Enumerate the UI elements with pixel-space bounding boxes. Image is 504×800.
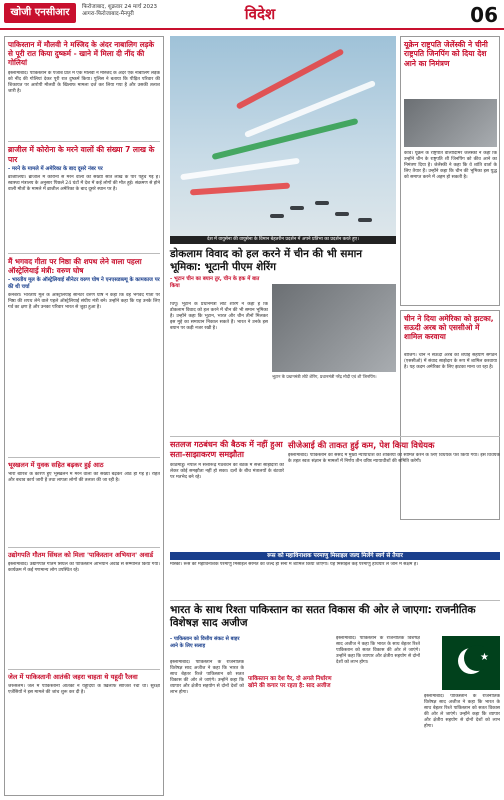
- page-number: 06: [470, 3, 498, 27]
- story-jail-headline: जेल में पाकिस्तानी आतंकी जहरा चाहता थे यहूदी रैलवा: [8, 673, 138, 681]
- left-column: [4, 36, 164, 796]
- story-landslide-headline: भूस्खलन में युवक सहित बढ़कर हुई आठ: [8, 461, 104, 469]
- story-saad-aziz-body: इस्लामाबाद। पाकिस्तान के राजनीतिक विशेषज्ञ साद अजीज ने कहा कि भारत के साथ बेहतर रिश्ते पाकिस्तान को सतत विकास की ओर ले जाएंगे। उन्होंने कहा कि व्यापार और क्षेत्रीय सहयोग से दोनों देशों को लाभ होगा।: [170, 660, 244, 695]
- story-award-headline: उद्योगपति गौतम सिंघल को मिला 'पाकिस्तान अभियान' अवार्ड: [8, 551, 154, 559]
- story-pakistan-cleric-body: इस्लामाबाद। पाकिस्तान के पंजाब प्रांत में एक मौलवी ने मस्जिद के अंदर एक नाबालिग लड़के को नींद की गोलियां देकर पूरी रात दुष्कर्म किया। पुलिस ने बताया कि पीड़ित परिवार की शिकायत पर आरोपी मौलवी के खिलाफ मामला दर्ज कर लिया गया है और उसकी तलाश जारी है।: [8, 70, 160, 94]
- story-zelensky-headline: यूक्रेन राष्ट्रपति जेलेंस्की ने चीनी राष्ट्रपति जिनपिंग को दिया देश आने का निमंत्रण: [404, 40, 488, 68]
- divider: [8, 457, 160, 458]
- story-saad-aziz-body-right: इस्लामाबाद। पाकिस्तान के राजनीतिक विशेषज्ञ साद अजीज ने कहा कि भारत के साथ बेहतर रिश्ते पाकिस्तान को सतत विकास की ओर ले जाएंगे। उन्होंने कहा कि व्यापार और क्षेत्रीय सहयोग से दोनों देशों को लाभ होगा।: [424, 694, 500, 729]
- divider: [8, 669, 160, 670]
- zelensky-xi-photo: [404, 99, 497, 147]
- jet-icon: [290, 206, 304, 210]
- pakistan-flag-image: [424, 636, 500, 690]
- divider: [170, 600, 500, 601]
- story-varun-ghosh-headline: मैं भगवद गीता पर निष्ठा की शपथ लेने वाला पहला ऑस्ट्रेलियाई मंत्री: वरुण घोष: [8, 257, 142, 276]
- story-cji: [288, 440, 500, 543]
- masthead: [0, 0, 504, 30]
- edition-line: आगरा-फिरोजाबाद-मैनपुरी: [82, 11, 134, 17]
- main-story-body: थिंपू। भूटान के प्रधानमंत्री लोटे शेरिंग ने कहा है कि डोकलाम विवाद को हल करने में चीन की भी समान भूमिका है। उन्होंने कहा कि भूटान, भारत और चीन तीनों मिलकर इस मुद्दे का समाधान निकाल सकते हैं। भारत ने उनके इस बयान पर कड़ी नजर रखी है।: [170, 302, 268, 331]
- main-headline: डोकलाम विवाद को हल करने में चीन की भी समान भूमिका: भूटानी पीएम शेरिंग: [170, 248, 363, 273]
- divider: [8, 141, 160, 142]
- main-subhead: - भूटान चीन का बयान तुर, चीन के हक में बात किया: [170, 276, 260, 290]
- flag-white-band: [424, 636, 442, 690]
- story-saudi-sco-body: बीजिंग। चीन ने सऊदी अरब को शंघाई सहयोग संगठन (एससीओ) में संवाद साझेदार के रूप में शामिल करवाया है। यह कदम अमेरिका के लिए झटका माना जा रहा है।: [404, 353, 497, 370]
- story-satluj: [170, 440, 284, 551]
- russia-missile-banner: [170, 552, 500, 558]
- story-award-body: इस्लामाबाद। उद्योगपति गौतम सिंघल को पाकिस्तान अभियान अवार्ड से सम्मानित किया गया। कार्यक्रम में कई गणमान्य लोग उपस्थित रहे।: [8, 561, 160, 573]
- story-satluj-body: काठमांडू। नेपाल में सत्तारूढ़ गठबंधन की बैठक में सत्ता साझेदारी को लेकर कोई समझौता नहीं हो सका। दलों के बीच मंत्रालयों के बंटवारे पर मतभेद बने रहे।: [170, 463, 284, 480]
- story-zelensky-body: कीव। यूक्रेन के राष्ट्रपति वोलोदिमिर जेलेंस्की ने कहा कि उन्होंने चीन के राष्ट्रपति शी जिनपिंग को कीव आने का निमंत्रण दिया है। जेलेंस्की ने कहा कि वे शांति वार्ता के लिए तैयार हैं। उन्होंने कहा कि चीन की भूमिका इस युद्ध को समाप्त करने में अहम हो सकती है।: [404, 151, 497, 180]
- jet-icon: [270, 214, 284, 218]
- story-brazil-subhead: - मरने के मामले में अमेरिका के बाद दूसरे नंबर पर: [8, 166, 103, 172]
- airshow-caption: देश में वायुसेना की वायुसेना के विमान बेहतरीन प्रदर्शन में अपने प्रतिभा का प्रदर्शन करते हुए।: [170, 236, 396, 244]
- jet-icon: [315, 201, 329, 205]
- divider: [8, 547, 160, 548]
- star-icon: ★: [480, 652, 489, 663]
- story-saad-aziz-body-continued: इस्लामाबाद। पाकिस्तान के राजनीतिक विशेषज्ञ साद अजीज ने कहा कि भारत के साथ बेहतर रिश्ते पाकिस्तान को सतत विकास की ओर ले जाएंगे। उन्होंने कहा कि व्यापार और क्षेत्रीय सहयोग से दोनों देशों को लाभ होगा।: [336, 636, 420, 665]
- leaders-photo: [272, 284, 396, 372]
- leaders-photo-caption: भूटान के प्रधानमंत्री लोटे शेरिंग, प्रधानमंत्री नरेंद्र मोदी एवं शी जिनपिंग।: [272, 374, 377, 379]
- story-brazil-body: ब्राजीलिया। ब्राजील में कोरोना से मरने वालों की संख्या सात लाख के पार पहुंच गई है। स्वास्थ्य मंत्रालय के अनुसार पिछले 24 घंटों में देश में कई लोगों की मौत हुई। संक्रमण से होने वाली मौतों के मामले में ब्राजील अमेरिका के बाद दूसरे स्थान पर है।: [8, 175, 160, 192]
- divider: [170, 436, 500, 437]
- story-landslide-body: भारी बारिश के कारण हुए भूस्खलन में मरने वालों की संख्या बढ़कर आठ हो गई है। राहत और बचाव कार्य जारी है तथा लापता लोगों की तलाश की जा रही है।: [8, 471, 160, 483]
- newspaper-logo: खोजी एनसीआर: [4, 3, 76, 23]
- banner-title: रूस को महाविनाशक परमाणु मिसाइल जल्द मिलेंगे स्वर्ग से तैयार: [170, 552, 500, 560]
- section-title: विदेश: [244, 5, 276, 23]
- story-jail-body: जेरुसलम। जेल में पाकिस्तानी आतंकी ने यहूदियों के खिलाफ साजिश रची थी। सुरक्षा एजेंसियों ने इस मामले की जांच शुरू कर दी है।: [8, 683, 160, 695]
- date-line: [82, 4, 222, 18]
- banner-body: मॉस्को। रूस की महाविनाशक परमाणु मिसाइल सरमत को जल्द ही सेना में शामिल किया जाएगा। यह मिसाइल कई परमाणु हथियार ले जाने में सक्षम है।: [170, 562, 419, 567]
- story-cji-body: इस्लामाबाद। पाकिस्तान की संसद में मुख्य न्यायाधीश की शक्तियों को सीमित करने के लिए विधेयक पेश किया गया। इस विधेयक के तहत स्वतः संज्ञान के मामलों में निर्णय तीन वरिष्ठ न्यायाधीशों की समिति करेगी।: [288, 453, 500, 465]
- story-pakistan-cleric-headline: पाकिस्तान में मौलवी ने मस्जिद के अंदर नाबालिग लड़के से पूरी रात किया दुष्कर्म - खाने में मिला दी नींद की गोलियां: [8, 40, 155, 68]
- story-saad-aziz: [170, 604, 500, 630]
- story-cji-headline: सीजेआई की ताकत हुई कम, पेश किया विधेयक: [288, 440, 435, 450]
- story-varun-ghosh-subhead: - भारतीय मूल के ऑस्ट्रेलियाई सीनेटर वरुण घोष ने एनएसडब्ल्यू के कामकाज पर की थी चर्चा: [8, 277, 160, 291]
- green-smoke-trail: [212, 118, 359, 160]
- jet-icon: [358, 218, 372, 222]
- right-column: [400, 36, 500, 306]
- story-saudi-sco-headline: चीन ने दिया अमेरिका को झटका, सऊदी अरब को एससीओ में शामिल करवाया: [404, 314, 494, 342]
- story-brazil-headline: ब्राजील में कोरोना के मरने वालों की संख्या 7 लाख के पार: [8, 145, 155, 164]
- story-varun-ghosh-body: कैनबरा। भारतीय मूल के ऑस्ट्रेलियाई सीनेटर वरुण घोष ने कहा कि वह भगवद गीता पर निष्ठा की शपथ लेने वाले पहले ऑस्ट्रेलियाई संघीय मंत्री बने। उन्होंने कहा कि यह उनके लिए गर्व का क्षण है और उनका परिवार भारत से जुड़ा हुआ है।: [8, 293, 160, 311]
- story-saad-aziz-kicker: पाकिस्तान का देश पैर, दो अगले निर्धारण खोने की कगार पर रहता है: साद अजीज: [248, 676, 332, 690]
- red-smoke-trail: [190, 183, 290, 196]
- white-smoke-trail: [180, 158, 300, 181]
- airshow-photo: [170, 36, 396, 236]
- story-satluj-headline: सतलज गठबंधन की बैठक में नहीं हुआ सता-साझाकरण समझौता: [170, 440, 283, 459]
- story-saad-aziz-subhead: - पाकिस्तान को वित्तीय संकट से बाहर आने के लिए सलाह: [170, 636, 240, 649]
- story-saad-aziz-headline: भारत के साथ रिश्ता पाकिस्तान का सतत विकास की ओर ले जाएगा: राजनीतिक विशेषज्ञ साद अजीज: [170, 604, 476, 629]
- publication-date: फिरोजाबाद, शुक्रवार 24 मार्च 2023: [82, 4, 157, 10]
- jet-icon: [335, 212, 349, 216]
- divider: [8, 253, 160, 254]
